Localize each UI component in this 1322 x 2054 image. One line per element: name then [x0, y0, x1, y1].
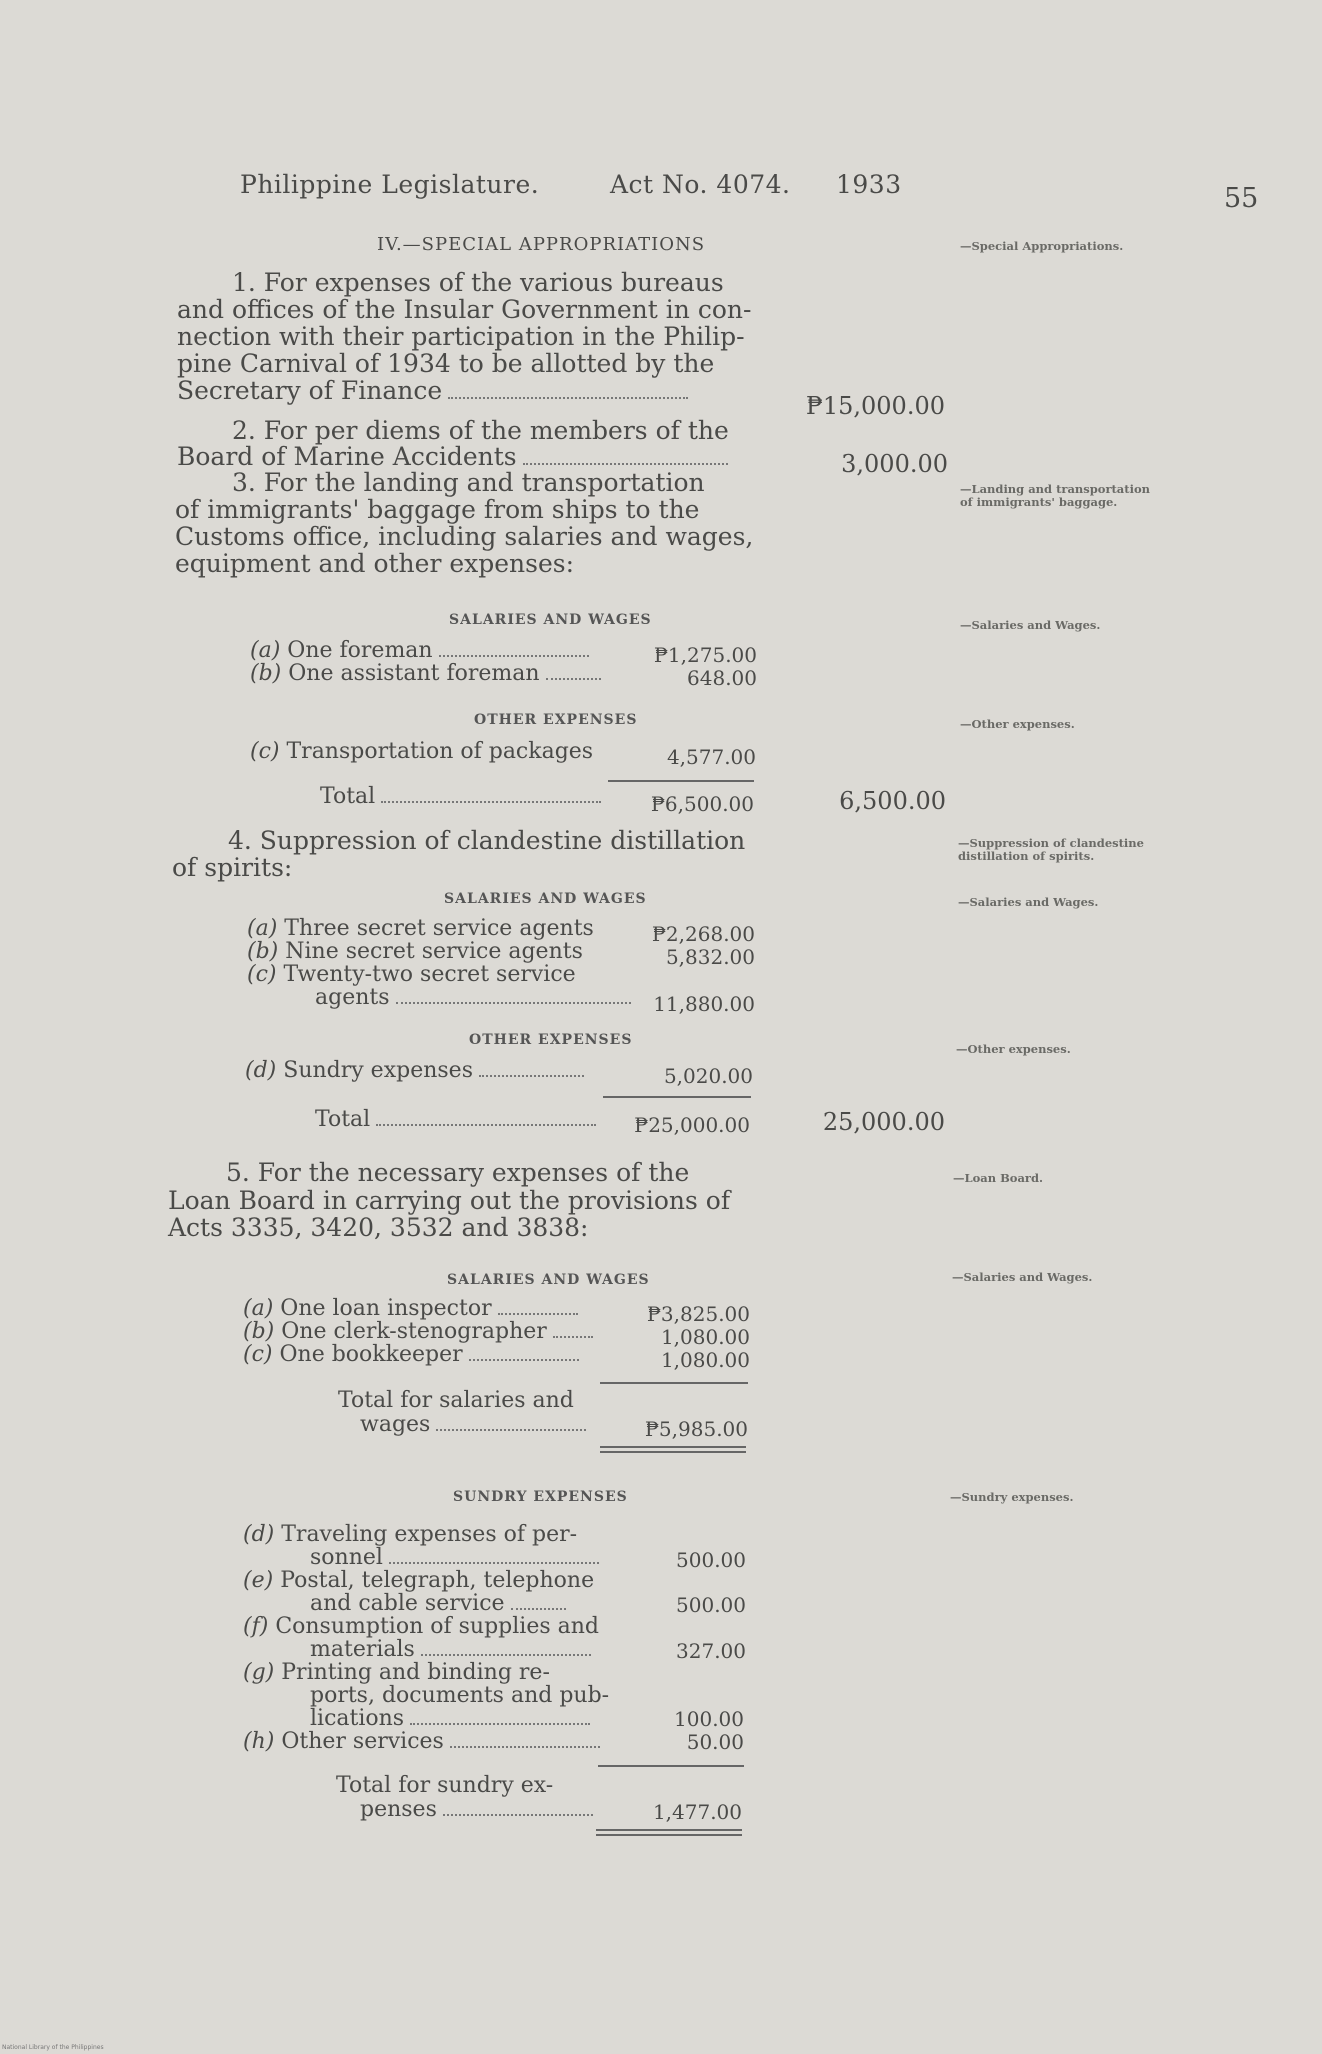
running-head-title: Philippine Legislature.	[240, 170, 540, 199]
running-head-act: Act No. 4074.	[610, 170, 791, 199]
item5-sundry-h-text1: Other services	[281, 1729, 444, 1754]
leader	[553, 1336, 593, 1338]
item5-salaries-total-label2: wages	[360, 1412, 431, 1437]
leader	[448, 397, 688, 399]
item5-sundry-d-text1: Traveling expenses of per-	[281, 1522, 578, 1547]
item5-sundry-h-letter: (h)	[243, 1729, 275, 1754]
item4-salary-a	[247, 916, 594, 941]
item5-sundry-e-1	[243, 1568, 594, 1593]
item3-salary-b-label: One assistant foreman	[288, 661, 540, 686]
item2-line-2-text: Board of Marine Accidents	[177, 442, 517, 471]
item5-salary-a-label: One loan inspector	[280, 1296, 492, 1321]
item2-amount: 3,000.00	[841, 450, 948, 478]
item5-salary-b-label: One clerk-stenographer	[281, 1319, 547, 1344]
item5-salary-c-letter: (c)	[243, 1342, 273, 1367]
item3-total-label: Total	[320, 784, 376, 809]
item1-line-5	[177, 378, 688, 404]
item3-other-c-letter: (c)	[250, 739, 280, 764]
page-number: 55	[1224, 183, 1259, 214]
item3-line-4: equipment and other expenses:	[175, 549, 575, 578]
section-heading: IV.—SPECIAL APPROPRIATIONS	[377, 234, 706, 255]
item3-line-3: Customs office, including salaries and wages,	[175, 522, 754, 551]
leader	[479, 1075, 584, 1077]
item4-other-d-amount: 5,020.00	[663, 1064, 753, 1088]
item5-salaries-total-1: Total for salaries and	[338, 1388, 574, 1413]
item5-sundry-d-text2: sonnel	[310, 1545, 383, 1570]
item4-other-d-letter: (d)	[245, 1058, 277, 1083]
leader	[376, 1124, 596, 1126]
item1-amount: ₱15,000.00	[805, 392, 945, 420]
item3-other-c	[250, 739, 593, 764]
item5-line-2: Loan Board in carrying out the provisions of	[168, 1186, 731, 1215]
rule	[608, 780, 754, 782]
item5-sundry-total-amount: 1,477.00	[652, 1800, 742, 1824]
leader	[523, 463, 728, 465]
leader	[410, 1723, 590, 1725]
item5-salary-a-amount: ₱3,825.00	[646, 1302, 750, 1326]
item4-line-1: 4. Suppression of clandestine distillation	[228, 826, 746, 855]
leader	[469, 1359, 579, 1361]
margin-note-special: —Special Appropriations.	[960, 239, 1124, 253]
item5-line-3: Acts 3335, 3420, 3532 and 3838:	[168, 1213, 589, 1242]
item3-total	[320, 784, 601, 809]
item3-salary-b	[250, 661, 601, 686]
item5-salary-c-amount: 1,080.00	[660, 1348, 750, 1372]
margin-note-other-4: —Other expenses.	[956, 1042, 1071, 1056]
item1-line-5-text: Secretary of Finance	[177, 376, 443, 405]
item4-salary-c-label2: agents	[315, 985, 390, 1010]
double-rule	[600, 1446, 746, 1453]
item5-sundry-g-text3: lications	[310, 1706, 405, 1731]
item3-column-amount: 6,500.00	[839, 787, 946, 815]
item5-sundry-e-letter: (e)	[243, 1568, 274, 1593]
leader	[498, 1313, 578, 1315]
leader	[443, 1814, 593, 1816]
leader	[421, 1654, 591, 1656]
item1-line-3: nection with their participation in the Philip-	[177, 322, 745, 351]
item3-salary-b-amount: 648.00	[687, 666, 757, 690]
item3-line-1: 3. For the landing and transportation	[232, 468, 705, 497]
item4-line-2: of spirits:	[172, 853, 293, 882]
item2-line-2	[177, 444, 728, 470]
item4-other-d	[245, 1058, 584, 1083]
item5-sundry-e-amount: 500.00	[676, 1593, 746, 1617]
leader	[381, 801, 601, 803]
item4-salary-c-amount: 11,880.00	[653, 992, 755, 1016]
leader	[546, 678, 601, 680]
item5-sundry-g-1	[243, 1660, 550, 1685]
double-rule	[596, 1829, 742, 1836]
margin-note-other-3: —Other expenses.	[960, 717, 1075, 731]
item5-sundry-g-2: ports, documents and pub-	[310, 1683, 610, 1708]
item3-salary-a-amount: ₱1,275.00	[653, 643, 757, 667]
margin-note-salaries-5: —Salaries and Wages.	[952, 1270, 1093, 1284]
item5-sundry-g-text1: Printing and binding re-	[281, 1660, 550, 1685]
item3-total-amount: ₱6,500.00	[650, 792, 754, 816]
item4-salary-c-cont	[315, 985, 631, 1010]
item5-sundry-total-label2: penses	[360, 1797, 437, 1822]
item5-salary-b-letter: (b)	[243, 1319, 275, 1344]
margin-note-salaries-3: —Salaries and Wages.	[960, 618, 1101, 632]
item1-line-1: 1. For expenses of the various bureaus	[232, 268, 724, 297]
margin-note-salaries-4: —Salaries and Wages.	[958, 895, 1099, 909]
item5-sundry-heading: SUNDRY EXPENSES	[453, 1489, 628, 1505]
leader	[389, 1562, 599, 1564]
item5-salary-c-label: One bookkeeper	[279, 1342, 463, 1367]
item5-sundry-f-letter: (f)	[243, 1614, 269, 1639]
item5-salaries-total-2	[360, 1412, 586, 1437]
margin-note-suppression: —Suppression of clandestine distillation of spirits.	[958, 836, 1144, 863]
item4-salary-b-letter: (b)	[247, 939, 279, 964]
rule	[598, 1765, 744, 1767]
item5-salary-a-letter: (a)	[243, 1296, 274, 1321]
item5-sundry-d-letter: (d)	[243, 1522, 275, 1547]
leader	[450, 1746, 600, 1748]
item5-sundry-total-1: Total for sundry ex-	[336, 1773, 554, 1798]
item5-salary-b-amount: 1,080.00	[660, 1325, 750, 1349]
item5-sundry-g-letter: (g)	[243, 1660, 275, 1685]
item4-salary-a-amount: ₱2,268.00	[651, 922, 755, 946]
leader	[511, 1608, 566, 1610]
item5-sundry-e-text2: and cable service	[310, 1591, 505, 1616]
item5-salary-c	[243, 1342, 579, 1367]
item5-salaries-total-amount: ₱5,985.00	[644, 1417, 748, 1441]
item3-other-c-amount: 4,577.00	[666, 745, 756, 769]
item4-total-label: Total	[315, 1107, 371, 1132]
item3-salaries-heading: SALARIES AND WAGES	[449, 612, 652, 628]
item4-total	[315, 1107, 596, 1132]
item5-sundry-f-1	[243, 1614, 599, 1639]
item5-salary-b	[243, 1319, 593, 1344]
item4-salary-c-letter: (c)	[247, 962, 277, 987]
item2-line-1: 2. For per diems of the members of the	[232, 416, 729, 445]
item3-salary-a-label: One foreman	[287, 638, 433, 663]
rule	[603, 1096, 751, 1098]
item4-salary-a-letter: (a)	[247, 916, 278, 941]
footer-credit: National Library of the Philippines	[2, 2044, 104, 2051]
item1-line-4: pine Carnival of 1934 to be allotted by the	[177, 349, 715, 378]
item5-salaries-heading: SALARIES AND WAGES	[447, 1272, 650, 1288]
leader	[436, 1429, 586, 1431]
item5-sundry-h-1	[243, 1729, 600, 1754]
margin-note-sundry: —Sundry expenses.	[950, 1490, 1074, 1504]
item4-salary-b	[247, 939, 583, 964]
leader	[439, 655, 589, 657]
item4-salary-c	[247, 962, 576, 987]
item3-salary-a	[250, 638, 589, 663]
item4-other-heading: OTHER EXPENSES	[469, 1032, 633, 1048]
item5-sundry-f-text1: Consumption of supplies and	[275, 1614, 599, 1639]
rule	[600, 1382, 748, 1384]
running-head-year: 1933	[836, 170, 902, 199]
margin-note-landing: —Landing and transportation of immigrants' baggage.	[960, 482, 1150, 509]
item3-other-heading: OTHER EXPENSES	[474, 712, 638, 728]
margin-note-loan-board: —Loan Board.	[953, 1171, 1044, 1185]
item3-other-c-label: Transportation of packages	[286, 739, 594, 764]
item4-salary-c-label: Twenty-two secret service	[283, 962, 576, 987]
item5-sundry-e-2	[310, 1591, 566, 1616]
item5-sundry-h-amount: 50.00	[686, 1730, 744, 1754]
leader	[396, 1002, 631, 1004]
item3-line-2: of immigrants' baggage from ships to the	[175, 495, 700, 524]
item5-sundry-d-amount: 500.00	[676, 1548, 746, 1572]
item3-salary-b-letter: (b)	[250, 661, 282, 686]
item5-salary-a	[243, 1296, 578, 1321]
item5-line-1: 5. For the necessary expenses of the	[226, 1158, 690, 1187]
item5-sundry-d-1	[243, 1522, 577, 1547]
item4-salary-b-label: Nine secret service agents	[285, 939, 583, 964]
item5-sundry-e-text1: Postal, telegraph, telephone	[280, 1568, 595, 1593]
item5-sundry-f-amount: 327.00	[676, 1639, 746, 1663]
item5-sundry-f-text2: materials	[310, 1637, 415, 1662]
item4-salary-a-label: Three secret service agents	[284, 916, 594, 941]
item5-sundry-g-3	[310, 1706, 590, 1731]
item3-salary-a-letter: (a)	[250, 638, 281, 663]
item4-salary-b-amount: 5,832.00	[665, 945, 755, 969]
item5-sundry-total-2	[360, 1797, 593, 1822]
item4-other-d-label: Sundry expenses	[283, 1058, 473, 1083]
item5-sundry-f-2	[310, 1637, 591, 1662]
item1-line-2: and offices of the Insular Government in con-	[177, 295, 752, 324]
item4-column-amount: 25,000.00	[822, 1108, 945, 1136]
item4-total-amount: ₱25,000.00	[634, 1113, 750, 1137]
item5-sundry-g-amount: 100.00	[674, 1707, 744, 1731]
item4-salaries-heading: SALARIES AND WAGES	[444, 891, 647, 907]
item5-sundry-d-2	[310, 1545, 599, 1570]
